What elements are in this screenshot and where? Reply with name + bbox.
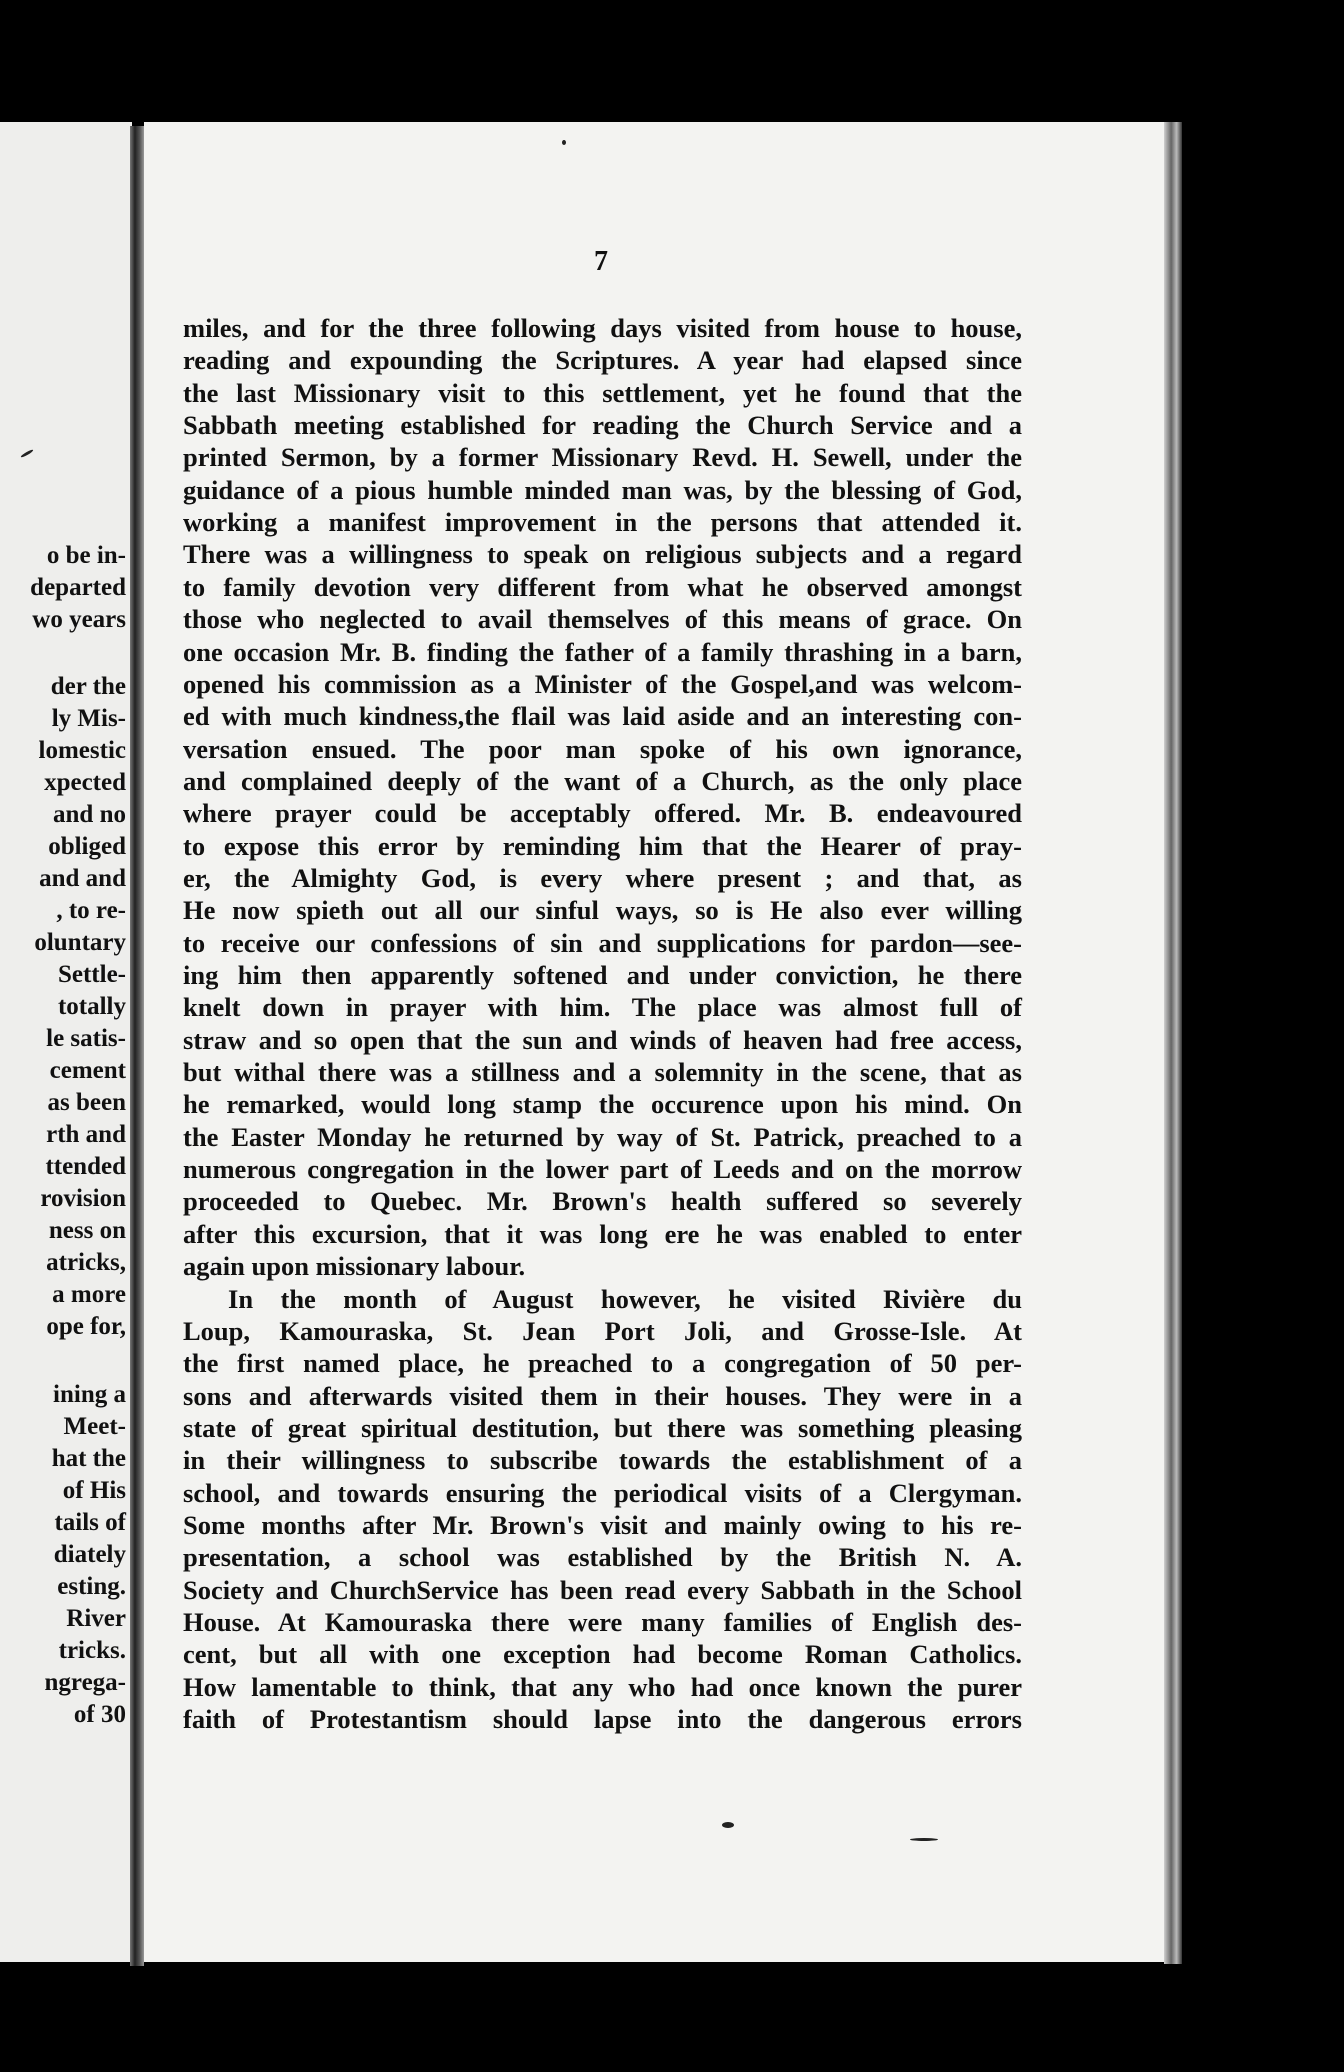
text-line: Sabbath meeting established for reading the Church Service and a: [183, 410, 1022, 441]
left-page-line: obliged: [48, 833, 126, 860]
text-line: guidance of a pious humble minded man was, by the blessing of God,: [183, 474, 1022, 505]
left-page-line: der the: [50, 673, 126, 700]
text-line: to family devotion very different from what he observed amongst: [183, 571, 1022, 602]
text-line: House. At Kamouraska there were many families of English des-: [183, 1607, 1022, 1637]
text-line: There was a willingness to speak on religious subjects and a regard: [183, 539, 1022, 570]
page-edge: [1164, 122, 1182, 1964]
text-line: to expose this error by reminding him that the Hearer of pray-: [183, 830, 1022, 861]
text-line: Society and ChurchService has been read every Sabbath in the School: [183, 1574, 1022, 1605]
left-page-line: a more: [52, 1281, 126, 1308]
text-line: school, and towards ensuring the periodical visits of a Clergyman.: [183, 1477, 1022, 1508]
text-line: He now spieth out all our sinful ways, so is He also ever willing: [183, 895, 1022, 926]
left-page-line: ness on: [48, 1217, 126, 1244]
text-line: sons and afterwards visited them in their houses. They were in a: [183, 1380, 1022, 1411]
left-page-line: Settle-: [57, 961, 126, 988]
left-page-line: and no: [53, 801, 126, 828]
left-page-line: departed: [30, 574, 126, 601]
left-page-line: diately: [53, 1541, 126, 1568]
text-line: How lamentable to think, that any who had once known the purer: [183, 1671, 1022, 1702]
text-line: opened his commission as a Minister of the Gospel,and was welcom-: [183, 668, 1022, 699]
left-page-line: le satis-: [46, 1025, 126, 1052]
text-line: printed Sermon, by a former Missionary Revd. H. Sewell, under the: [183, 442, 1022, 473]
text-line: Loup, Kamouraska, St. Jean Port Joli, and Grosse-Isle. At: [183, 1315, 1022, 1346]
left-page-line: ngrega-: [44, 1669, 126, 1696]
text-line: to receive our confessions of sin and supplications for pardon—see-: [183, 927, 1022, 958]
text-line: working a manifest improvement in the persons that attended it.: [183, 507, 1022, 538]
left-page-line: tails of: [54, 1509, 126, 1536]
left-facing-page: [0, 122, 132, 1962]
text-line: in their willingness to subscribe towards the establishment of a: [183, 1445, 1022, 1476]
text-line: cent, but all with one exception had become Roman Catholics.: [183, 1639, 1022, 1670]
ink-speck: [562, 140, 566, 145]
ink-speck: [910, 1838, 938, 1841]
text-line: ing him then apparently softened and under conviction, he there: [183, 960, 1022, 990]
text-line: miles, and for the three following days visited from house to house,: [183, 313, 1022, 343]
left-page-line: as been: [47, 1089, 126, 1116]
left-page-line: of 30: [73, 1701, 126, 1728]
left-page-line: Meet-: [63, 1413, 126, 1440]
ink-speck: [722, 1822, 734, 1828]
left-page-line: xpected: [44, 769, 126, 796]
text-line: the first named place, he preached to a congregation of 50 per-: [183, 1348, 1022, 1379]
left-page-line: of His: [62, 1477, 126, 1504]
left-page-line: , to re-: [56, 897, 126, 924]
book-gutter: [130, 126, 144, 1966]
left-page-line: ining a: [53, 1381, 126, 1408]
text-line: where prayer could be acceptably offered. Mr. B. endeavoured: [183, 798, 1022, 829]
text-line: those who neglected to avail themselves of this means of grace. On: [183, 604, 1022, 635]
text-line: numerous congregation in the lower part of Leeds and on the morrow: [183, 1154, 1022, 1185]
text-line: Some months after Mr. Brown's visit and mainly owing to his re-: [183, 1509, 1022, 1540]
left-page-line: and and: [39, 865, 126, 892]
text-line: the Easter Monday he returned by way of St. Patrick, preached to a: [183, 1121, 1022, 1152]
text-line: versation ensued. The poor man spoke of his own ignorance,: [183, 733, 1022, 764]
text-line: and complained deeply of the want of a Church, as the only place: [183, 765, 1022, 796]
text-line: state of great spiritual destitution, but there was something pleasing: [183, 1412, 1022, 1443]
text-line: knelt down in prayer with him. The place was almost full of: [183, 992, 1022, 1023]
text-line: again upon missionary labour.: [183, 1251, 526, 1282]
left-page-line: tricks.: [58, 1637, 126, 1664]
left-page-line: cement: [49, 1057, 126, 1084]
left-page-line: oluntary: [34, 929, 126, 956]
left-page-line: lomestic: [38, 737, 126, 764]
text-line: but withal there was a stillness and a solemnity in the scene, that as: [183, 1057, 1022, 1088]
left-page-line: rth and: [46, 1121, 126, 1148]
text-line: one occasion Mr. B. finding the father of a family thrashing in a barn,: [183, 636, 1022, 667]
left-page-line: atricks,: [46, 1249, 126, 1276]
left-page-line: wo years: [32, 606, 126, 633]
left-page-line: ope for,: [46, 1313, 126, 1340]
text-line: er, the Almighty God, is every where present ; and that, as: [183, 862, 1022, 893]
left-page-line: rovision: [40, 1185, 126, 1212]
text-line: he remarked, would long stamp the occurence upon his mind. On: [183, 1089, 1022, 1120]
left-page-line: River: [66, 1605, 126, 1632]
text-line: straw and so open that the sun and winds of heaven had free access,: [183, 1024, 1022, 1055]
text-line: presentation, a school was established by the British N. A.: [183, 1542, 1022, 1573]
left-page-line: esting.: [57, 1573, 126, 1600]
text-line: faith of Protestantism should lapse into the dangerous errors: [183, 1704, 1022, 1735]
text-line: reading and expounding the Scriptures. A year had elapsed since: [183, 345, 1022, 376]
text-line: proceeded to Quebec. Mr. Brown's health suffered so severely: [183, 1186, 1022, 1217]
text-line: In the month of August however, he visited Rivière du: [228, 1283, 1022, 1314]
text-line: ed with much kindness,the flail was laid aside and an interesting con-: [183, 701, 1022, 732]
left-page-line: hat the: [51, 1445, 126, 1472]
page-number: 7: [594, 246, 608, 277]
left-page-line: ttended: [45, 1153, 126, 1180]
text-line: after this excursion, that it was long ere he was enabled to enter: [183, 1218, 1022, 1249]
left-page-line: ly Mis-: [51, 705, 126, 732]
left-page-line: totally: [57, 993, 126, 1020]
left-page-line: o be in-: [46, 542, 126, 569]
text-line: the last Missionary visit to this settlement, yet he found that the: [183, 377, 1022, 408]
